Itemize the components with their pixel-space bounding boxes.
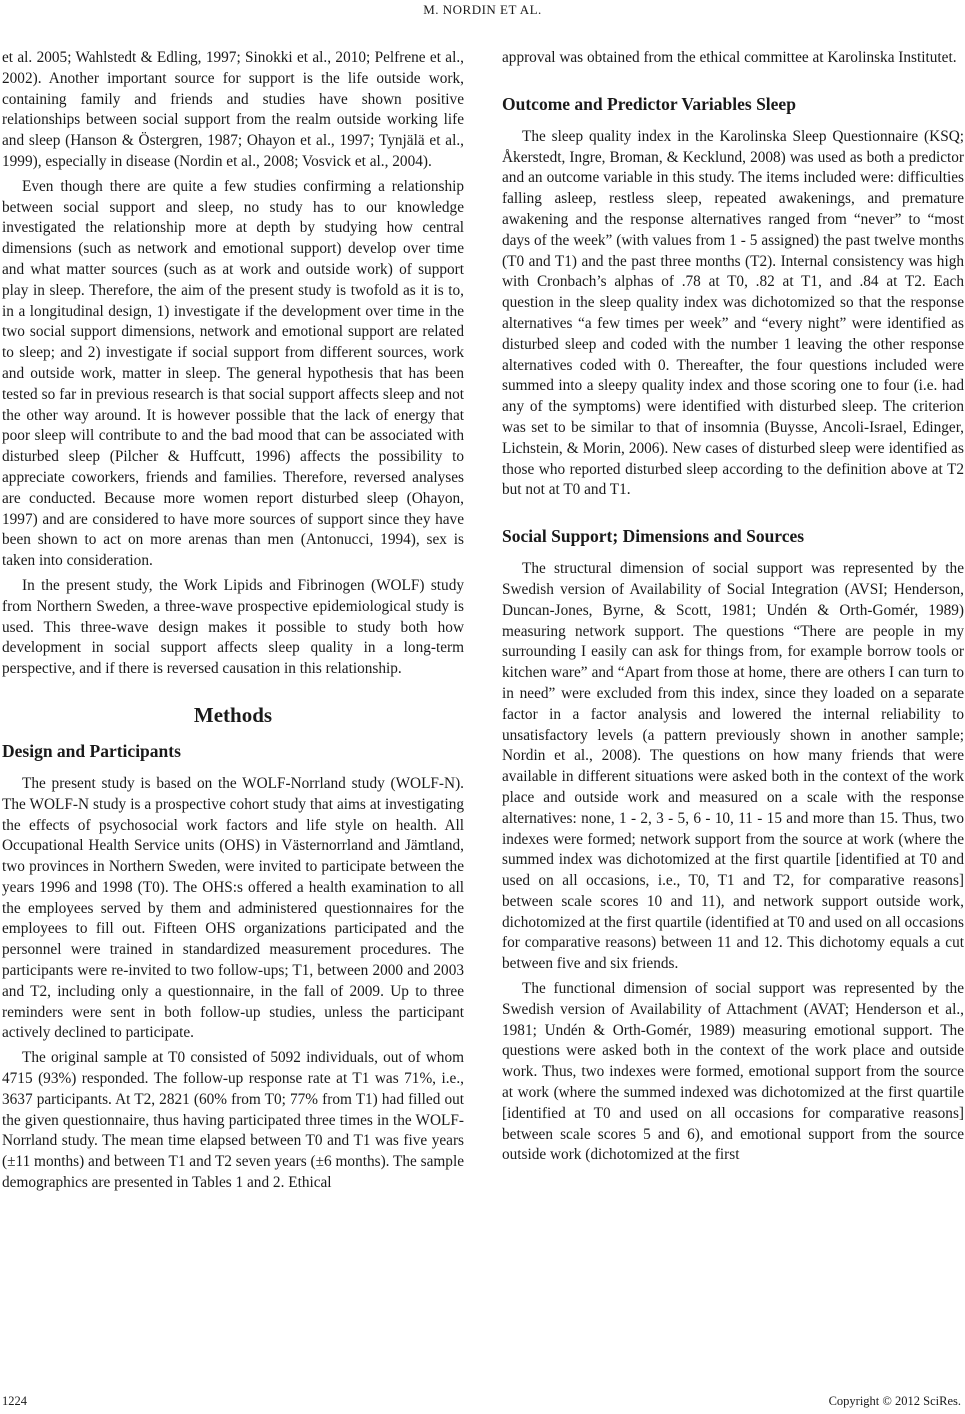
paragraph: In the present study, the Work Lipids and Fibrinogen (WOLF) study from Northern Sweden, a three-wave prospective epidemiological study is used. This three-wave design makes it possible to study both how development in social support affects sleep quality in a long-term perspective, and if there is reversed causation in this relationship.	[2, 576, 464, 678]
right-column	[502, 48, 964, 1166]
paragraph: The sleep quality index in the Karolinska Sleep Questionnaire (KSQ; Åkerstedt, Ingre, Broman, & Kecklund, 2008) was used as both a predictor and an outcome variable in this study. The items included were: difficulties falling asleep, restless sleep, repeated awakenings, and premature awakening and the response alternatives ranged from “never” to “most days of the week” (with values from 1 - 5 assigned) the past twelve months (T0 and T1) and the past three months (T2). Internal consistency was high with Cronbach’s alphas of .78 at T0, .82 at T1, and .84 at T2. Each question in the sleep quality index was dichotomized so that the response alternatives “a few times per week” and “every night” were identified as disturbed sleep and coded with the number 1 leaving the other response alternatives coded with 0. Thereafter, the four questions included were summed into a sleepy quality index and those scoring one to four (i.e. had any of the symptoms) were identified with disturbed sleep. The criterion was set to be similar to that of insomnia (Buysse, Ancoli-Israel, Edinger, Lichstein, & Morin, 2006). New cases of disturbed sleep were identified as those who reported disturbed sleep according to the definition above at T2 but not at T0 and T1.	[502, 127, 964, 499]
left-column	[2, 48, 464, 1194]
page-number: 1224	[2, 1394, 27, 1408]
subsection-heading-outcome: Outcome and Predictor Variables Sleep	[502, 93, 796, 114]
paragraph: Even though there are quite a few studies confirming a relationship between social support and sleep, no study has to our knowledge investigated the relationship more at depth by studying how central dimensions (such as network and emotional support) develop over time and what matter sources (such as at work and outside work) of support play in sleep. Therefore, the aim of the present study is twofold as it is to, in a longitudinal design, 1) investigate if the development over time in the two social support dimensions, network and emotional support are related to sleep; and 2) investigate if social support from different sources, work and outside work, matter in sleep. The general hypothesis that has been tested so far in previous research is that social support affects sleep and not the other way around. It is however possible that the lack of energy that poor sleep will contribute to and the bad mood that can be associated with disturbed sleep (Pilcher & Huffcutt, 1996) affects the possibility to appreciate coworkers, friends and families. Therefore, reversed analyses are conducted. Because more women report disturbed sleep (Ohayon, 1997) and are considered to have more sources of support since they have been shown to act on more arenas than men (Antonucci, 1994), sex is taken into consideration.	[2, 177, 464, 570]
subsection-heading-social-support: Social Support; Dimensions and Sources	[502, 526, 805, 547]
paragraph: The original sample at T0 consisted of 5092 individuals, out of whom 4715 (93%) responded. The follow-up response rate at T1 was 71%, i.e., 3637 participants. At T2, 2821 (60% from T0; 77% from T1) had filled out the given questionnaire, thus having participated three times in the WOLF-Norrland study. The mean time elapsed between T0 and T1 was five years (±11 months) and between T1 and T2 seven years (±6 months). The sample demographics are presented in Tables 1 and 2. Ethical	[2, 1049, 464, 1192]
paragraph: approval was obtained from the ethical committee at Karolinska Institutet.	[502, 49, 957, 66]
subsection-heading-design: Design and Participants	[2, 740, 181, 761]
section-heading-methods: Methods	[193, 702, 273, 727]
paragraph: The present study is based on the WOLF-Norrland study (WOLF-N). The WOLF-N study is a prospective cohort study that aims at investigating the effects of psychosocial work factors and life style on health. All Occupational Health Service units (OHS) in Västernorrland and Jämtland, two provinces in Northern Sweden, were invited to participate between the years 1996 and 1998 (T0). The OHS:s offered a health examination to all the employees served by them and administered questionnaires for the employees to fill out. Fifteen OHS organizations participated and the personnel were trained in standardized measurement procedures. The participants were re-invited to two follow-ups; T1, between 2000 and 2003 and T2, including only a questionnaire, in the fall of 2009. Up to three reminders were sent in both follow-up studies, unless the participant actively declined to participate.	[2, 774, 464, 1042]
copyright-notice: Copyright © 2012 SciRes.	[828, 1394, 961, 1408]
running-head: M. NORDIN ET AL.	[423, 2, 542, 17]
paragraph: The structural dimension of social support was represented by the Swedish version of Availability of Social Integration (AVSI; Henderson, Duncan-Jones, Byrne, & Scott, 1981; Undén & Orth-Gomér, 1989) measuring network support. The questions “There are people in my surrounding I easily can ask for things from, for example borrow tools or kitchen ware” and “Apart from those at home, there are others I can turn to in need” were excluded from this index, since they loaded on a separate factor in a factor analysis and lowered the internal reliability to unsatisfactory levels (a pattern previously shown in another sample; Nordin et al., 2008). The questions on how many friends that were available in different situations were asked both in the context of the work place and outside work and measured on a scale with the response alternatives: none, 1 - 2, 3 - 5, 6 - 10, 11 - 15 and more than 15. Thus, two indexes were formed; network support from the source at work (where the summed index was dichotomized at the first quartile [identified at T0 and used on all occasions, i.e., T0, T1 and T2, for comparative reasons] between scale scores 10 and 11), and network support outside work, dichotomized at the first quartile (identified at T0 and used on all occasions for comparative reasons) between 11 and 12. This dichotomy equals a cut between five and six friends.	[502, 560, 964, 973]
paragraph: The functional dimension of social support was represented by the Swedish version of Availability of Attachment (AVAT; Henderson et al., 1981; Undén & Orth-Gomér, 1989) measuring emotional support. The questions were asked both in the context of the work place and outside work. Thus, two indexes were formed, emotional support from the source at work (where the summed indexed was dichotomized at the first quartile [identified at T0 and used on all occasions for comparative reasons] between scale scores 5 and 6), and emotional support from the source outside work (dichotomized at the first	[502, 980, 964, 1164]
paragraph: et al. 2005; Wahlstedt & Edling, 1997; Sinokki et al., 2010; Pelfrene et al., 2002). Another important source for support is the life outside work, containing family and friends and studies have shown positive relationships between social support from the realm outside working life and sleep (Hanson & Östergren, 1987; Ohayon et al., 1997; Tynjälä et al., 1999), especially in disease (Nordin et al., 2008; Vosvick et al., 2004).	[2, 49, 464, 170]
